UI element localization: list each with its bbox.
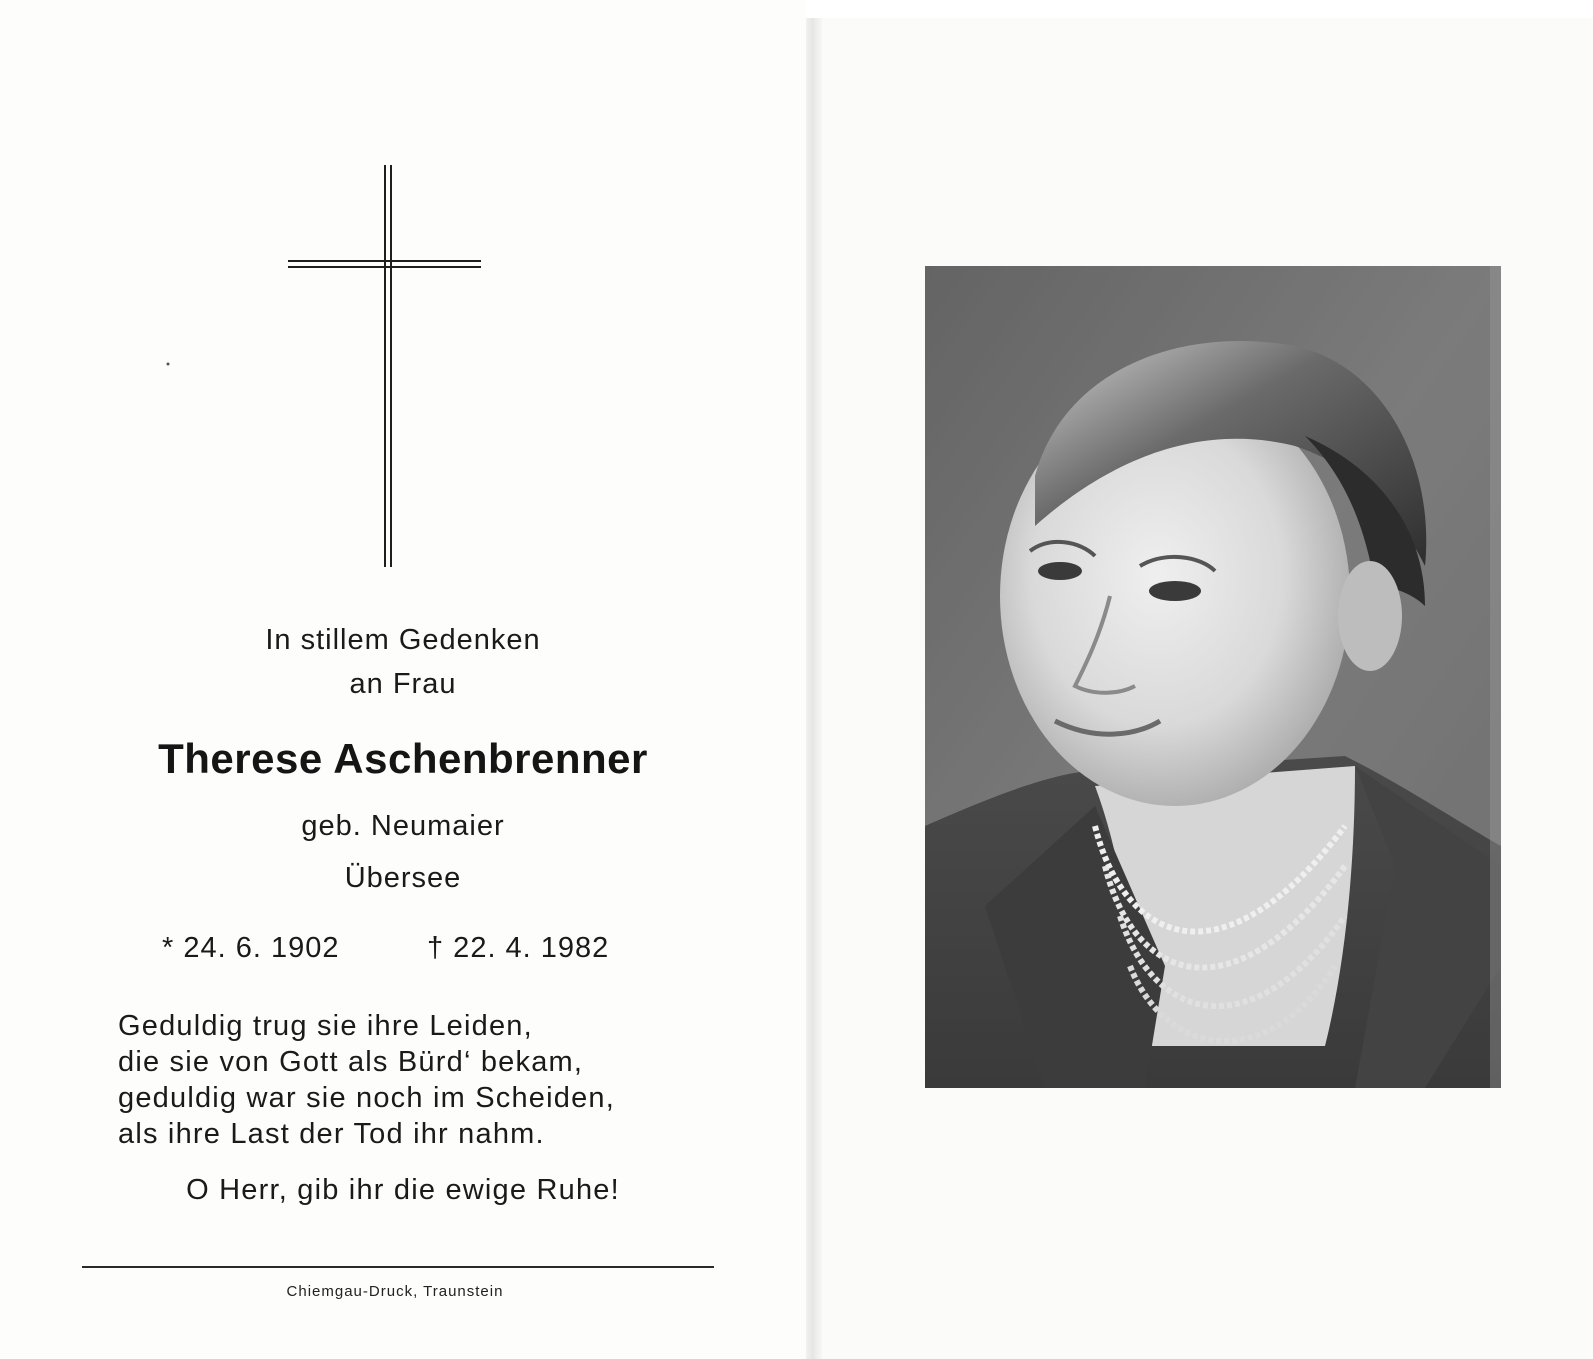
birth-date: * 24. 6. 1902	[162, 932, 340, 964]
card-fold	[806, 18, 822, 1359]
cross-icon	[0, 0, 806, 600]
poem-line: die sie von Gott als Bürd‘ bekam,	[118, 1046, 584, 1078]
maiden-name: geb. Neumaier	[301, 810, 505, 842]
portrait-image	[925, 266, 1501, 1088]
scan-margin	[806, 0, 1593, 18]
poem-line: Geduldig trug sie ihre Leiden,	[118, 1010, 533, 1042]
printer-credit: Chiemgau-Druck, Traunstein	[286, 1283, 504, 1300]
divider-line	[82, 1266, 714, 1268]
poem-line: als ihre Last der Tod ihr nahm.	[118, 1118, 545, 1150]
poem-line: geduldig war sie noch im Scheiden,	[118, 1082, 616, 1114]
memorial-poem	[118, 1008, 738, 1152]
deceased-name: Therese Aschenbrenner	[158, 735, 648, 782]
intro-line-1: In stillem Gedenken	[265, 624, 541, 656]
death-date: † 22. 4. 1982	[427, 932, 610, 964]
intro-line-2: an Frau	[349, 668, 457, 700]
closing-prayer: O Herr, gib ihr die ewige Ruhe!	[186, 1174, 620, 1206]
hometown: Übersee	[344, 862, 462, 894]
portrait-photo	[925, 266, 1501, 1088]
